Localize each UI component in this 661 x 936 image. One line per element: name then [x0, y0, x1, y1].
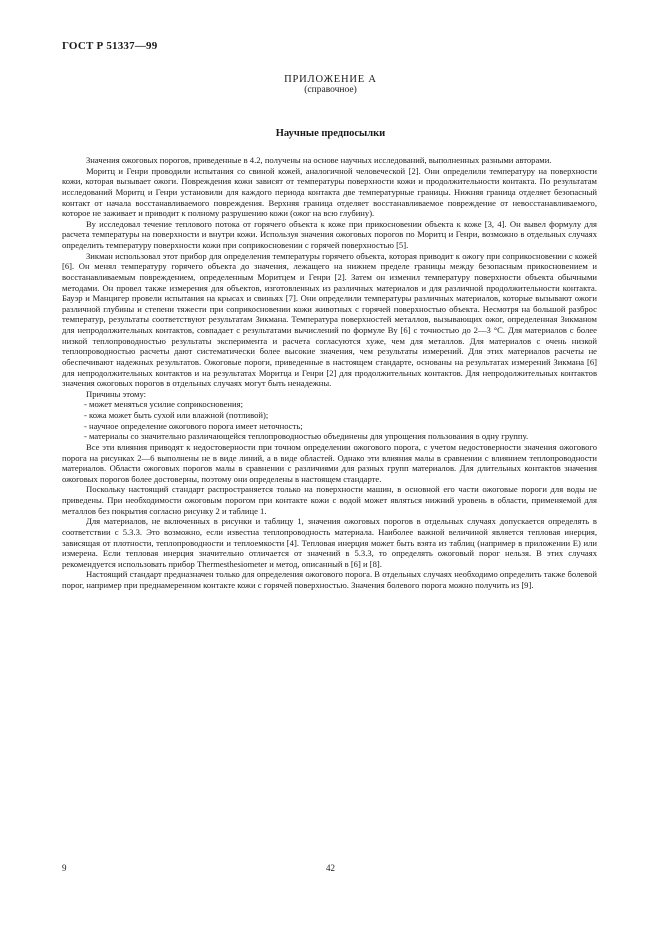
list-item: - материалы со значительно различающейся теплопроводностью объединены для упрощения пользования в одну группу. — [62, 431, 597, 442]
paragraph: Для материалов, не включенных в рисунки и таблицу 1, значения ожоговых порогов в отдельных случаях допускается определять в соответствии с 5.3.3. Это возможно, если известна теплопроводность материала. Наиболее важной величиной является тепловая инерция, зависящая от плотности, теплопроводности и теплоемкости [4]. Тепловая инерция может быть взята из таблиц (например в приложении Е) или измерена. Если тепловая инерция значительно отличается от значений в 5.3.3, то определять ожоговый порог нельзя. В этих случаях рекомендуется использовать прибор Thermesthesiometer и метод, описанный в [6] и [8]. — [62, 516, 597, 569]
reasons-list — [62, 399, 597, 442]
body-text — [62, 155, 597, 895]
list-item: - может меняться усилие соприкосновения; — [62, 399, 597, 410]
appendix-subtitle: (справочное) — [304, 85, 357, 95]
appendix-title: ПРИЛОЖЕНИЕ А — [284, 74, 377, 85]
paragraph: Настоящий стандарт предназначен только для определения ожогового порога. В отдельных случаях необходимо определить также болевой порог, например при преднамеренном контакте кожи с горячей поверхностью. Значения болевого порога можно получить из [9]. — [62, 569, 597, 590]
paragraph: Все эти влияния приводят к недостоверности при точном определении ожогового порога, с учетом недостоверности значения ожогового порога на рисунках 2—6 выполнены не в виде линий, а в виде областей. Однако эти влияния малы в сравнении с влиянием теплопроводности материалов. Области ожоговых порогов малы в сравнении с различиями для разных групп материалов. Для длительных контактов значения ожоговых порогов более достоверны, поэтому они определены в настоящем стандарте. — [62, 441, 597, 484]
paragraph: Причины этому: — [86, 388, 147, 399]
page-number: 42 — [326, 863, 335, 873]
paragraph: Зикман использовал этот прибор для определения температуры горячего объекта, которая приводит к ожогу при соприкосновении с кожей [6]. Он менял температуру горячего объекта до значения, лежащего на нижнем пределе границы между безопасным прикосновением и восстанавливаемым повреждением, определенным Моритцем и Генри [2]. Затем он изменил температуру поверхности объекта обычными методами. Он провел также измерения для объектов, изготовленных из различных материалов и для различной продолжительности контакта. Бауэр и Манцигер провели испытания на крысах и свиньях [7]. Они определили температуры различных материалов, которые вызывают ожоги различной глубины и степени тяжести при соприкосновении кожи животных с горячей поверхностью объекта. Несмотря на большой разброс температур, результаты соответствуют результатам Зикмана. Температура поверхностей металлов, вызывающих ожог, определенная Зикманом для непродолжительных контактов, совпадает с результатами вычислений по формуле Ву [6] с точностью до 2—3 °С. Для материалов с более низкой теплопроводностью результаты эксперимента и расчета согласуются хуже, чем для металлов. Для материалов с очень низкой теплопроводностью расчеты дают систематически более высокие значения, чем результаты измерений. Для этих материалов расчеты не обеспечивают надежных результатов. Ожоговые пороги, приведенные в настоящем стандарте, основаны на результатах измерений Зикмана [6] для непродолжительных контактов и на результатах Моритца и Генри [2] для продолжительных контактов. Для непродолжительных контактов значения ожоговых порогов в отдельных случаях могут быть ненадежны. — [62, 250, 597, 389]
paragraph: Моритц и Генри проводили испытания со свиной кожей, аналогичной человеческой [2]. Они определили температуру на поверхности кожи, которая вызывает ожоги. Повреждения кожи зависят от температуры поверхности кожи и продолжительности контакта. По результатам исследований Моритц и Генри установили для каждого периода контакта две температурные границы. Нижняя граница отделяет безопасный контакт от начала восстанавливаемого повреждения. Верхняя граница отделяет восстанавливаемое повреждение от невосстанавливаемого, которое не заживает и приводит к полному разрушению кожи (ожог на всю глубину). — [62, 165, 597, 219]
document-code: ГОСТ Р 51337—99 — [62, 40, 158, 52]
section-heading: Научные предпосылки — [275, 128, 386, 139]
footer-left-number: 9 — [62, 863, 67, 873]
paragraph: Значения ожоговых порогов, приведенные в 4.2, получены на основе научных исследований, выполненных разными авторами. — [86, 155, 552, 165]
list-item: - кожа может быть сухой или влажной (потливой); — [62, 410, 597, 421]
paragraph: Ву исследовал течение теплового потока от горячего объекта к коже при прикосновении объекта к коже [3, 4]. Он вывел формулу для расчета температуры на поверхности и внутри кожи. Используя значения ожоговых порогов по Моритц и Генри, возможно в отдельных случаях определить температуру поверхности кожи при соприкосновении с горячей поверхностью [5]. — [62, 218, 597, 250]
paragraph: Поскольку настоящий стандарт распространяется только на поверхности машин, в основной его части ожоговые пороги для воды не приведены. При необходимости ожоговым порогом при контакте кожи с водой может являться нижний уровень в области, применяемой для металлов без покрытия согласно рисунку 2 и таблице 1. — [62, 484, 597, 516]
list-item: - научное определение ожогового порога имеет неточность; — [62, 421, 597, 432]
